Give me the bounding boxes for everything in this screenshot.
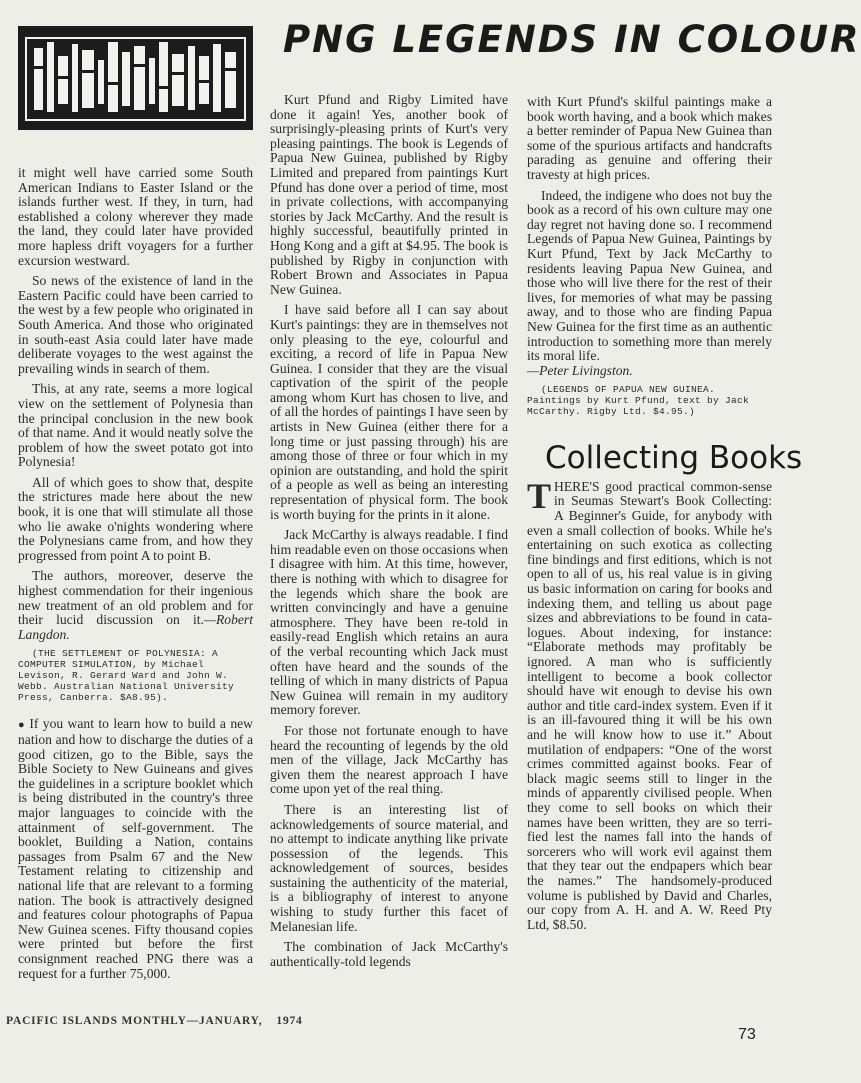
page-title: PNG LEGENDS IN COLOUR bbox=[283, 18, 861, 61]
news-item-paragraph: ● If you want to learn how to build a new nation and how to discharge the duties of a good citizen, go to the Bible, says the Bible Society to New Guineans and gives the guidelines in a scripture booklet which is being distributed in the country's three major languages to coincide with the attainment of self-government. The booklet, Building a Nation, contains passages from Psalm 67 and the New Testament relating to citizenship and national life that are relevant to a forming nation. The book is attractively designed and features colour photographs of Papua New Guinea scenes. Fifty thousand copies were printed but before the first consignment reached PNG there was a request for a further 75,000. bbox=[18, 717, 253, 981]
column-2 bbox=[270, 93, 508, 975]
paragraph-text: HERE'S good practical common-sense in Seumas Stewart's Book Collecting: A Beginner's Guide, for anybody with even a small collection of books. While he's entertaining on such exotica as collecting fine bindings and first editions, which is not open to all of us, his real value is in giving us basic information on caring for books and indexing them, and telling us about page sizes and abbreviations to be found in catalogues. About indexing, for instance: “Elaborate methods may profitably be ignored. A man who is sufficiently intelligent to become a book collector should have wit enough to devise his own author and title card-index system. Even if it is an ill-favoured thing it will be his own and he will know how to use it.” About mutilation of endpapers: “One of the worst crimes committed against books. Fear of black magic seems still to linger in the minds of apparently civilised people. When they come to sell books on which their names have been written, they are so terrified lest the names fall into the hands of sorcerers who will work evil against them that they tear out the endpapers which bear the names.” The handsomely-produced volume is published by David and Charles, our copy from A. H. and A. W. Reed Pty Ltd, $8.50. bbox=[527, 478, 772, 932]
page-number: 73 bbox=[738, 1026, 756, 1043]
article-paragraph: So news of the existence of land in the Eastern Pacific could have been carried to the west by a few people who originated in South America. And those who originated in south-east Asia could later have made deliberate voyages to the west against the prevailing winds in search of them. bbox=[18, 273, 253, 376]
article-paragraph: All of which goes to show that, despite the strictures made here about the new book, it is one that will stimulate all those who lie awake o'nights wondering where the Polynesians came from, and how they progressed from point A to point B. bbox=[18, 474, 253, 563]
article-paragraph: The combination of Jack McCarthy's authentically-told legends bbox=[270, 939, 508, 969]
book-credit: (LEGENDS OF PAPUA NEW GUINEA. Paintings by Kurt Pfund, text by Jack McCarthy. Rigby Ltd. $4.95.) bbox=[527, 384, 750, 418]
article-paragraph: with Kurt Pfund's skilful paintings make a book worth having, and a book which makes a better reminder of Papua New Guinea than some of the spurious artifacts and handcrafts parading as genuine and offering their travesty at high prices. bbox=[527, 94, 772, 182]
bookshelf-logo-graphic bbox=[18, 26, 253, 130]
article-paragraph: Kurt Pfund and Rigby Limited have done it again! Yes, another book of surprisingly-pleasing prints of Kurt's very pleasing paintings. The book is Legends of Papua New Guinea, published by Rigby Limited and prepared from paintings Kurt Pfund has done over a period of time, most in private collections, with accompanying stories by Jack McCarthy. And the result is highly successful, beautifully printed in Hong Kong and a gift at $4.95. The book is published by Rigby in conjunction with Robert Brown and Associates in Papua New Guinea. bbox=[270, 92, 508, 297]
article-paragraph: Jack McCarthy is always readable. I find him readable even on those occasions when I disagree with him. At this time, however, there is nothing with which to disagree for the legends which share the book are written convincingly and have a genuine atmosphere. They have been re-told in easily-read English which retains an aura of the verbal recounting which Jack must often have heard and the sounds of the telling of which in many districts of Papua New Guinea will remain in my auditory memory forever. bbox=[270, 527, 508, 718]
article-paragraph: There is an interesting list of acknowledgements of source material, and no attempt to indicate anything like private possession of the legends. This acknowledgement of sources, besides sustaining the authenticity of the material, is a bibliography of interest to anyone wishing to study further this facet of Melanesian life. bbox=[270, 801, 508, 934]
book-credit: (THE SETTLEMENT OF POLYNESIA: A COMPUTER SIMULATION, by Michael Levison, R. Gerard Ward and John W. Webb. Australian National University Press, Canberra. $A8.95). bbox=[18, 648, 235, 704]
paragraph-text: Indeed, the indigene who does not buy the book as a record of his own culture may one day regret not having done so. I recommend Legends of Papua New Guinea, Paintings by Kurt Pfund, Text by Jack McCarthy to residents leaving Papua New Guinea, and those who will live there for the rest of their lives, for memories of what may be passing away, and to those who are finding Papua New Guinea for the first time as an authentic introduction to something more than merely its moral life. bbox=[527, 187, 772, 364]
publication-name: PACIFIC ISLANDS MONTHLY—JANUARY, bbox=[6, 1015, 263, 1027]
drop-cap: T bbox=[527, 475, 552, 516]
publication-footer bbox=[6, 1015, 303, 1027]
article-paragraph bbox=[18, 569, 253, 642]
article-paragraph bbox=[527, 475, 772, 932]
publication-year: 1974 bbox=[276, 1015, 303, 1027]
author-signature: —Peter Livingston. bbox=[527, 362, 633, 378]
article-paragraph: I have said before all I can say about Kurt's paintings: they are in themselves not only pleasing to the eye, colourful and exciting, a record of life in Papua New Guinea. I consider that they are the visual captivation of the spirit of the people among whom Kurt has chosen to live, and of all the hordes of paintings I have seen by artists in New Guinea (either there for a long time or just passing through) his are among those of three or four which in my opinion are outstanding, and hold the spirit of a people as well as being an interesting representation of physical form. The book is worth buying for the prints in it alone. bbox=[270, 302, 508, 522]
article-paragraph: For those not fortunate enough to have heard the recounting of legends by the old men of the village, Jack McCarthy has given them the nearest approach I have come upon yet of the real thing. bbox=[270, 722, 508, 797]
article-paragraph: This, at any rate, seems a more logical view on the settlement of Polynesia than the principal conclusion in the new book of that name. And it would neatly solve the problem of how the sweet potato got into Polynesia! bbox=[18, 381, 253, 470]
article-paragraph bbox=[527, 189, 772, 379]
column-1 bbox=[18, 166, 253, 987]
author-signature: —Robert Langdon. bbox=[18, 612, 253, 642]
paragraph-text: The authors, moreover, deserve the highest commendation for their ingenious new treatment of an old problem and for their lucid discussion on it. bbox=[18, 568, 253, 628]
section-heading: Collecting Books bbox=[545, 440, 803, 477]
article-paragraph: it might well have carried some South American Indians to Easter Island or the islands further west. If they, in turn, had established a colony wherever they made the land, they could later have provided more hapless drift voyagers for a further excursion westward. bbox=[18, 165, 253, 268]
column-3 bbox=[527, 94, 803, 938]
